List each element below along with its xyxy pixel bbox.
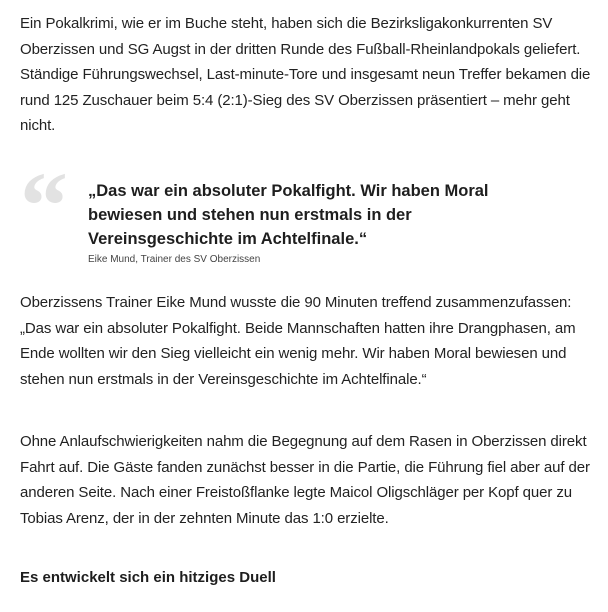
article-paragraph: Ohne Anlaufschwierigkeiten nahm die Begegnung auf dem Rasen in Oberzissen direkt Fahrt auf. Die Gäste fanden zunächst besser in die Partie, die Führung fiel aber auf der anderen Seite. Nach einer Freistoßflanke legte Maicol Oligschläger per Kopf quer zu Tobias Arenz, der in der zehnten Minute das 1:0 erzielte. xyxy=(20,433,590,527)
quote-mark-icon: “ xyxy=(20,152,62,259)
quote-author: Eike Mund, Trainer des SV Oberzissen xyxy=(88,254,261,265)
article-paragraph: Ein Pokalkrimi, wie er im Buche steht, haben sich die Bezirksligakonkurrenten SV Oberzissen und SG Augst in der dritten Runde des Fußball-Rheinlandpokals geliefert. Ständige Führungswechsel, Last-minute-Tore und insgesamt neun Treffer bekamen die rund 125 Zuschauer beim 5:4 (2:1)-Sieg des SV Oberzissen präsentiert – mehr geht nicht. xyxy=(20,15,591,134)
section-subheading: Es entwickelt sich ein hitziges Duell xyxy=(20,569,276,586)
pull-quote xyxy=(20,152,592,270)
quote-text: „Das war ein absoluter Pokalfight. Wir haben Moral bewiesen und stehen nun erstmals in der Vereinsgeschichte im Achtelfinale.“ xyxy=(88,182,489,248)
article-paragraph: Oberzissens Trainer Eike Mund wusste die 90 Minuten treffend zusammenzufassen: „Das war ein absoluter Pokalfight. Beide Mannschaften hatten ihre Drangphasen, am Ende wollten wir den Sieg vielleicht ein wenig mehr. Wir haben Moral bewiesen und stehen nun erstmals in der Vereinsgeschichte im Achtelfinale.“ xyxy=(20,294,576,388)
